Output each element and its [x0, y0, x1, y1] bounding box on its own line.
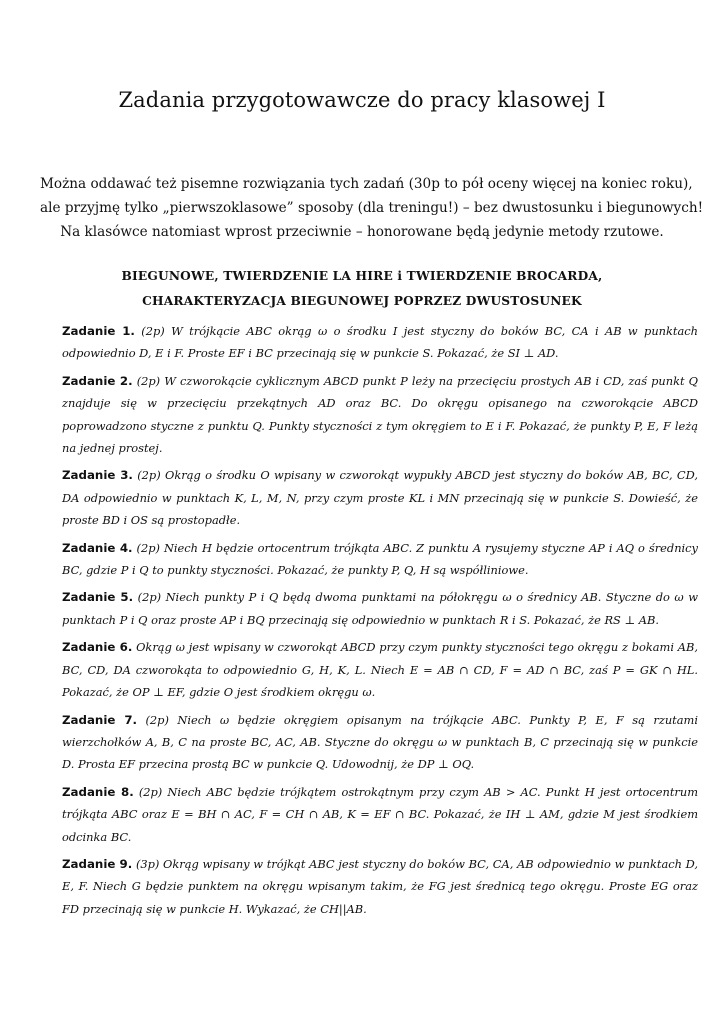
problem-7: [62, 709, 698, 776]
problem-3: [62, 464, 698, 531]
problem-text: (2p) Niech H będzie ortocentrum trójkąta ABC. Z punktu A rysujemy styczne AP i AQ o średnicy BC, gdzie P i Q to punkty styczności. Pokazać, że punkty P, Q, H są współliniowe.: [62, 540, 698, 578]
section-heading-line: CHARAKTERYZACJA BIEGUNOWEJ POPRZEZ DWUSTOSUNEK: [142, 294, 582, 308]
section-heading-line: BIEGUNOWE, TWIERDZENIE LA HIRE i TWIERDZENIE BROCARDA,: [121, 269, 603, 283]
problem-1: [62, 320, 698, 365]
problem-5: [62, 586, 698, 631]
intro-line: Można oddawać też pisemne rozwiązania tych zadań (30p to pół oceny więcej na koniec roku),: [40, 176, 693, 192]
problem-label: Zadanie 9.: [62, 856, 133, 871]
problem-text: (2p) Okrąg o środku O wpisany w czworokąt wypukły ABCD jest styczny do boków AB, BC, CD, DA odpowiednio w punktach K, L, M, N, przy czym proste KL i MN przecinają się w punkcie S. Dowieść, że proste BD i OS są prostopadłe.: [62, 468, 698, 528]
problem-label: Zadanie 4.: [62, 540, 133, 555]
problem-2: [62, 370, 698, 460]
problem-label: Zadanie 1.: [62, 324, 135, 338]
problem-label: Zadanie 2.: [62, 373, 133, 388]
problem-text: (2p) W trójkącie ABC okrąg ω o środku I jest styczny do boków BC, CA i AB w punktach odpowiednio D, E i F. Proste EF i BC przecinają się w punkcie S. Pokazać, że SI ⊥ AD.: [62, 324, 698, 361]
problem-text: Okrąg ω jest wpisany w czworokąt ABCD przy czym punkty styczności tego okręgu z bokami AB, BC, CD, DA czworokąta to odpowiednio G, H, K, L. Niech E = AB ∩ CD, F = AD ∩ BC, zaś P = GK ∩ HL. Pokazać, że OP ⊥ EF, gdzie O jest środkiem okręgu ω.: [62, 640, 698, 700]
problem-text: (2p) Niech punkty P i Q będą dwoma punktami na półokręgu ω o średnicy AB. Styczne do ω w punktach P i Q oraz proste AP i BQ przecinają się odpowiednio w punktach R i S. Pokazać, że RS ⊥ AB.: [62, 590, 698, 627]
problem-label: Zadanie 6.: [62, 640, 133, 655]
problem-list: [62, 320, 698, 925]
problem-9: [62, 853, 698, 920]
problem-4: [62, 537, 698, 582]
problem-text: (2p) Niech ABC będzie trójkątem ostrokątnym przy czym AB > AC. Punkt H jest ortocentrum trójkąta ABC oraz E = BH ∩ AC, F = CH ∩ AB, K = EF ∩ BC. Pokazać, że IH ⊥ AM, gdzie M jest środkiem odcinka BC.: [62, 784, 698, 844]
problem-text: (3p) Okrąg wpisany w trójkąt ABC jest styczny do boków BC, CA, AB odpowiednio w punktach D, E, F. Niech G będzie punktem na okręgu wpisanym takim, że FG jest średnicą tego okręgu. Proste EG oraz FD przecinają się w punkcie H. Wykazać, że CH||AB.: [62, 856, 699, 916]
problem-label: Zadanie 5.: [62, 590, 134, 605]
problem-text: (2p) Niech ω będzie okręgiem opisanym na trójkącie ABC. Punkty P, E, F są rzutami wierzchołków A, B, C na proste BC, AC, AB. Styczne do okręgu ω w punktach B, C przecinają się w punkcie D. Prosta EF przecina prostą BC w punkcie Q. Udowodnij, że DP ⊥ OQ.: [62, 712, 698, 772]
problem-label: Zadanie 3.: [62, 468, 133, 483]
intro-paragraph: [40, 172, 704, 244]
page-title: Zadania przygotowawcze do pracy klasowej I: [118, 88, 606, 112]
intro-line: ale przyjmę tylko „pierwszoklasowe” sposoby (dla treningu!) – bez dwustosunku i biegunowych!: [40, 200, 704, 216]
problem-label: Zadanie 7.: [62, 712, 138, 727]
problem-8: [62, 781, 698, 848]
problem-label: Zadanie 8.: [62, 784, 134, 799]
problem-text: (2p) W czworokącie cyklicznym ABCD punkt P leży na przecięciu prostych AB i CD, zaś punkt Q znajduje się w przecięciu przekątnych AD oraz BC. Do okręgu opisanego na czworokącie ABCD poprowadzono styczne z punktu Q. Punkty styczności z tym okręgiem to E i F. Pokazać, że punkty P, E, F leżą na jednej prostej.: [62, 373, 698, 456]
intro-line: Na klasówce natomiast wprost przeciwnie – honorowane będą jedynie metody rzutowe.: [60, 224, 664, 240]
problem-6: [62, 636, 698, 703]
section-heading: [0, 264, 724, 314]
